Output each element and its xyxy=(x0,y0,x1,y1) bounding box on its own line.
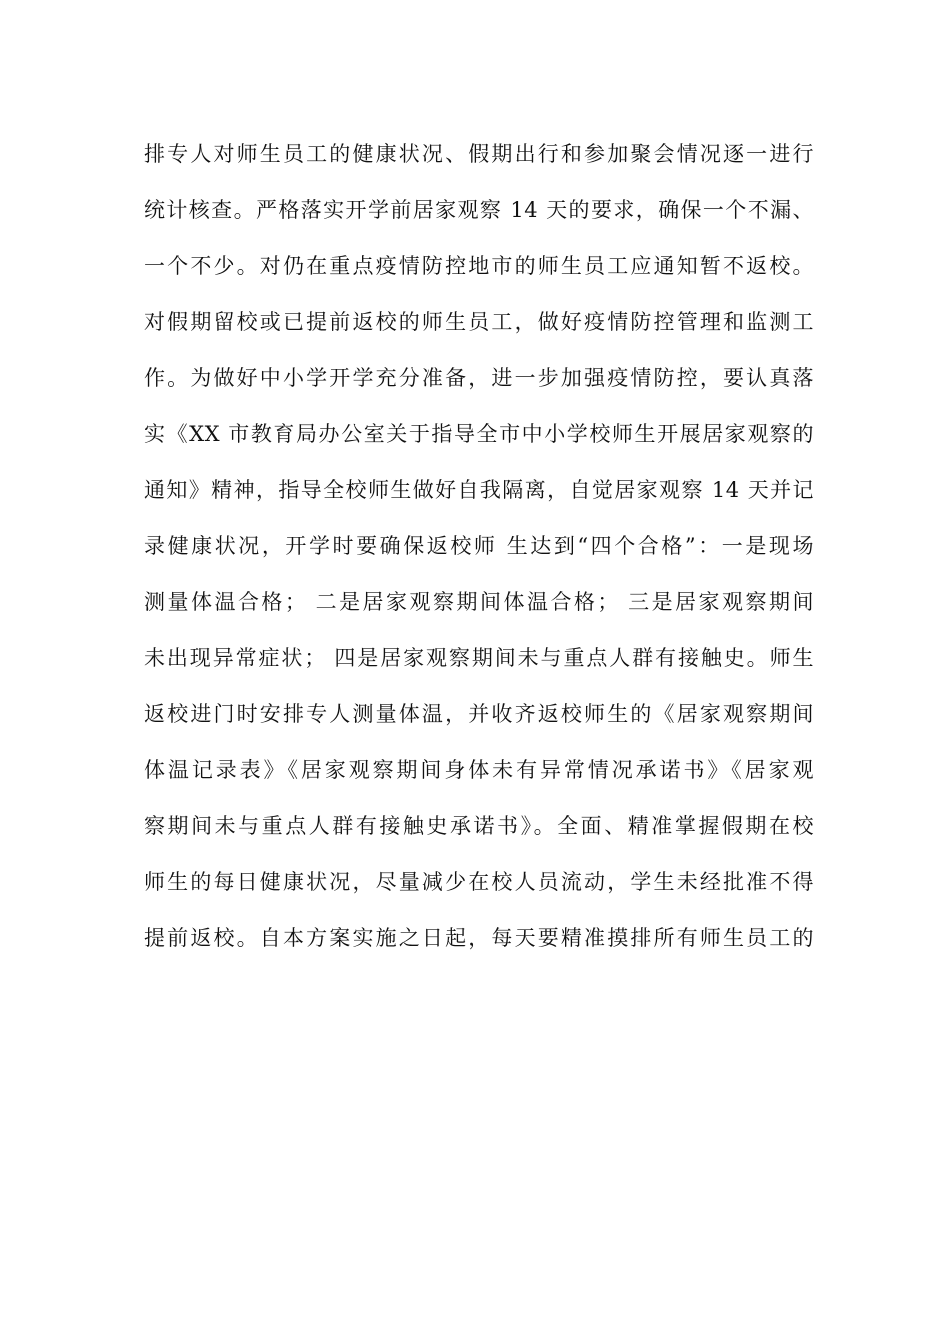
text-line: 师生的每日健康状况，尽量减少在校人员流动，学生未经批准不得 xyxy=(144,870,814,894)
text-line: 作。为做好中小学开学充分准备，进一步加强疫情防控，要认真落 xyxy=(144,366,814,390)
body-text xyxy=(144,126,814,966)
text-line: 排专人对师生员工的健康状况、假期出行和参加聚会情况逐一进行 xyxy=(144,142,814,166)
text-line: 提前返校。自本方案实施之日起，每天要精准摸排所有师生员工的 xyxy=(144,926,814,950)
text-line: 察期间未与重点人群有接触史承诺书》。全面、精准掌握假期在校 xyxy=(144,814,814,838)
text-line: 返校进门时安排专人测量体温，并收齐返校师生的《居家观察期间 xyxy=(144,702,814,726)
text-line: 测量体温合格； 二是居家观察期间体温合格； 三是居家观察期间 xyxy=(144,590,814,614)
text-line: 实《XX 市教育局办公室关于指导全市中小学校师生开展居家观察的 xyxy=(144,422,814,446)
text-line: 一个不少。对仍在重点疫情防控地市的师生员工应通知暂不返校。 xyxy=(144,254,814,278)
text-line: 对假期留校或已提前返校的师生员工，做好疫情防控管理和监测工 xyxy=(144,310,814,334)
text-line: 未出现异常症状； 四是居家观察期间未与重点人群有接触史。师生 xyxy=(144,646,814,670)
text-line: 统计核查。严格落实开学前居家观察 14 天的要求，确保一个不漏、 xyxy=(144,198,814,222)
text-line: 通知》精神，指导全校师生做好自我隔离，自觉居家观察 14 天并记 xyxy=(144,478,814,502)
text-line: 体温记录表》《居家观察期间身体未有异常情况承诺书》《居家观 xyxy=(144,758,814,782)
text-line: 录健康状况，开学时要确保返校师 生达到“四个合格”：一是现场 xyxy=(144,534,814,558)
